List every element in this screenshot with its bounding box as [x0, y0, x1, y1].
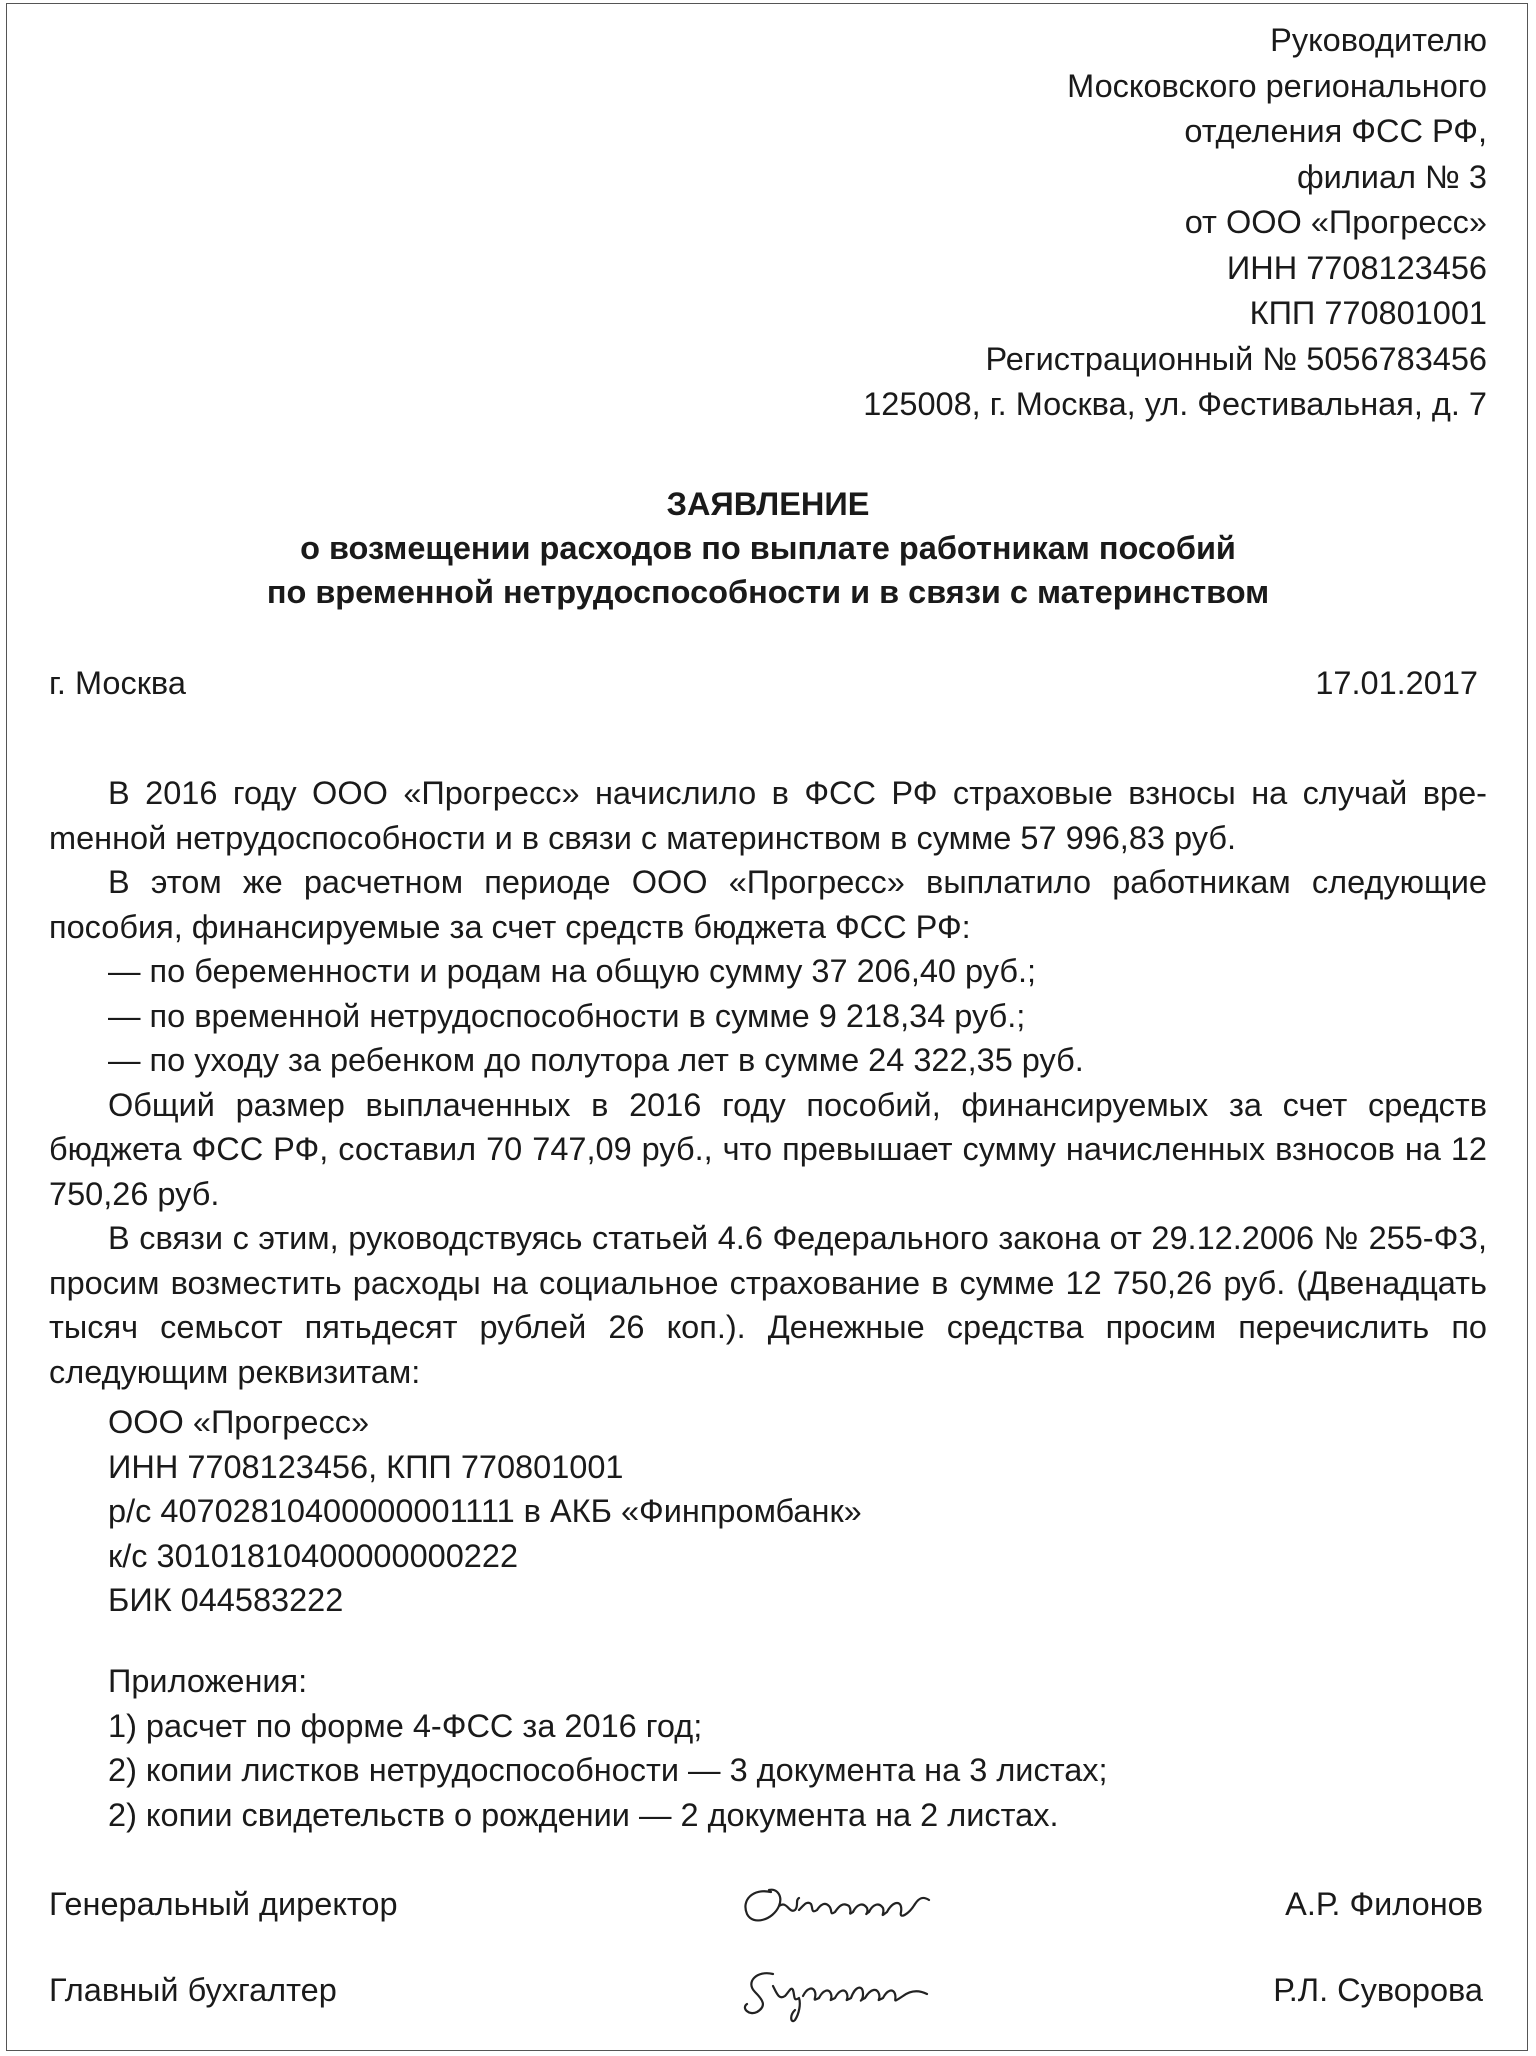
- addressee-line: КПП 770801001: [1249, 295, 1487, 331]
- accountant-signature: [733, 1956, 963, 2026]
- requisite-bik: БИК 044583222: [108, 1582, 344, 1618]
- attachments-heading: Приложения:: [108, 1663, 308, 1699]
- document-title: [0, 482, 1536, 614]
- signer-role: Генеральный директор: [49, 1886, 398, 1922]
- bank-requisites: [108, 1400, 862, 1623]
- addressee-line: ИНН 7708123456: [1226, 249, 1487, 286]
- addressee-line: Регистрационный № 5056783456: [985, 340, 1487, 377]
- body-paragraph: В этом же расчетном периоде ООО «Прогресс» выплатило работникам следующие пособия, финансируемые за счет средств бюджета ФСС РФ:: [49, 864, 1487, 945]
- addressee-line: отделения ФСС РФ,: [1184, 113, 1487, 149]
- director-signature-row: [49, 1870, 1483, 1940]
- title-subtitle-line: о возмещении расходов по выплате работникам пособий: [300, 530, 1236, 566]
- requisite-inn-kpp: ИНН 7708123456, КПП 770801001: [108, 1448, 624, 1485]
- addressee-block: [863, 18, 1487, 428]
- benefit-list-item: — по беременности и родам на общую сумму 37 206,40 руб.;: [108, 953, 1037, 989]
- attachments-list: [108, 1659, 1108, 1837]
- attachment-item: 2) копии свидетельств о рождении — 2 документа на 2 листах.: [108, 1796, 1059, 1833]
- addressee-line: Руководителю: [1270, 22, 1487, 58]
- signer-role: Главный бухгалтер: [49, 1972, 337, 2008]
- document-date: 17.01.2017: [1315, 665, 1478, 701]
- signer-name: А.Р. Филонов: [1285, 1886, 1483, 1922]
- addressee-line: от ООО «Прогресс»: [1184, 204, 1487, 240]
- benefit-list-item: — по временной нетрудоспособности в сумме 9 218,34 руб.;: [108, 997, 1026, 1034]
- signer-name: Р.Л. Суворова: [1273, 1972, 1483, 2008]
- attachment-item: 1) расчет по форме 4-ФСС за 2016 год;: [108, 1707, 703, 1744]
- requisite-corr-account: к/с 30101810400000000222: [108, 1537, 519, 1574]
- body-paragraph: В 2016 году ООО «Прогресс» начислило в ФСС РФ страховые взносы на случай вреmенной нетрудоспособности и в связи с материнством в сумме 57 996,83 руб.: [49, 775, 1487, 856]
- body-paragraph: Общий размер выплаченных в 2016 году пособий, финансируемых за счет средств бюджета ФСС РФ, составил 70 747,09 руб., что превышает сумму начисленных взносов на 12 750,26 руб.: [49, 1086, 1487, 1212]
- title-heading: ЗАЯВЛЕНИЕ: [666, 486, 870, 522]
- accountant-signature-row: [49, 1956, 1483, 2026]
- benefit-list-item: — по уходу за ребенком до полутора лет в сумме 24 322,35 руб.: [108, 1042, 1084, 1078]
- body-paragraph: В связи с этим, руководствуясь статьей 4.6 Федерального закона от 29.12.2006 № 255-ФЗ, просим возместить расходы на социальное страхование в сумме 12 750,26 руб. (Двенадцать тысяч семьсот пятьдесят рублей 26 коп.). Денежные средства просим перечислить по следующим реквизитам:: [49, 1220, 1487, 1390]
- addressee-line: 125008, г. Москва, ул. Фестивальная, д. 7: [863, 386, 1487, 422]
- title-subtitle-line: по временной нетрудоспособности и в связи с материнством: [266, 574, 1270, 610]
- addressee-line: Московского регионального: [1067, 67, 1487, 104]
- attachment-item: 2) копии листков нетрудоспособности — 3 документа на 3 листах;: [108, 1752, 1108, 1788]
- document-body: [49, 771, 1487, 1394]
- requisite-account: р/с 40702810400000001111 в АКБ «Финпромбанк»: [108, 1493, 862, 1529]
- addressee-line: филиал № 3: [1296, 158, 1487, 195]
- director-signature: [733, 1870, 963, 1940]
- requisite-company: ООО «Прогресс»: [108, 1404, 370, 1440]
- place-of-issue: г. Москва: [49, 665, 186, 701]
